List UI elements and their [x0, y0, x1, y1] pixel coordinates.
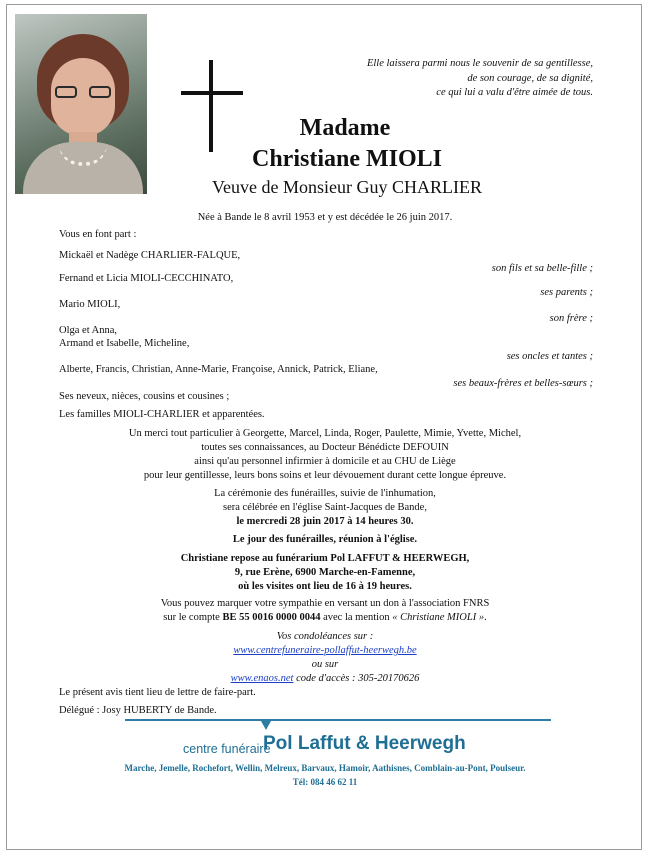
family-names: Fernand et Licia MIOLI-CECCHINATO, — [59, 273, 234, 284]
ceremony-date: le mercredi 28 juin 2017 à 14 heures 30. — [236, 516, 414, 527]
thanks-line: Un merci tout particulier à Georgette, Marcel, Linda, Roger, Paulette, Mimie, Yvette, Michel, — [128, 428, 522, 439]
logo-name: Pol Laffut & Heerwegh — [263, 733, 466, 754]
access-code: code d'accès : 305-20170626 — [293, 673, 420, 684]
family-names: Armand et Isabelle, Micheline, — [59, 338, 190, 349]
condolences-or: ou sur — [311, 659, 339, 670]
divider-arrow-icon — [261, 721, 271, 730]
family-relation: ses oncles et tantes ; — [506, 351, 593, 362]
family-names: Alberte, Francis, Christian, Anne-Marie, Françoise, Annick, Patrick, Eliane, — [59, 364, 378, 375]
obituary-card — [6, 4, 642, 850]
thanks-line: pour leur gentillesse, leurs bons soins et leur dévouement durant cette longue épreuve. — [143, 470, 507, 481]
family-line: Les familles MIOLI-CHARLIER et apparentées. — [59, 409, 265, 420]
family-relation: ses parents ; — [540, 287, 593, 298]
cross-icon — [181, 60, 243, 152]
portrait-photo — [15, 14, 147, 194]
reunion-line: Le jour des funérailles, réunion à l'église. — [232, 534, 418, 545]
ceremony-line: sera célébrée en l'église Saint-Jacques de Bande, — [223, 502, 427, 513]
donation-line: sur le compte BE 55 0016 0000 0044 avec la mention « Christiane MIOLI ». — [163, 612, 487, 623]
notice-line: Le présent avis tient lieu de lettre de faire-part. — [59, 687, 256, 698]
family-relation: son frère ; — [549, 313, 593, 324]
condolences-link-funeral-home[interactable]: www.centrefuneraire-pollaffut-heerwegh.be — [233, 645, 417, 656]
donation-block — [7, 597, 643, 625]
family-names: Olga et Anna, — [59, 325, 118, 336]
intro-text: Vous en font part : — [59, 229, 137, 240]
title-madame: Madame — [299, 115, 391, 141]
ceremony-line: La cérémonie des funérailles, suivie de l'inhumation, — [214, 488, 436, 499]
family-line: Ses neveux, nièces, cousins et cousines ; — [59, 391, 230, 402]
funerarium-line: où les visites ont lieu de 16 à 19 heures. — [238, 581, 412, 592]
funerarium-line: Christiane repose au funérarium Pol LAFFUT & HEERWEGH, — [180, 553, 470, 564]
family-names: Mario MIOLI, — [59, 299, 121, 310]
logo-towns: Marche, Jemelle, Rochefort, Wellin, Melreux, Barvaux, Hamoir, Aathisnes, Comblain-au-Pont, Poulseur. — [124, 763, 526, 773]
thanks-line: ainsi qu'au personnel infirmier à domicile et au CHU de Liège — [194, 456, 456, 467]
divider — [125, 719, 551, 721]
condolences-link-enaos[interactable]: www.enaos.net — [230, 673, 294, 684]
logo-subtitle: centre funéraire — [183, 742, 271, 756]
logo-phone: Tél: 084 46 62 11 — [292, 777, 358, 787]
thanks-block — [7, 427, 643, 483]
quote-line: de son courage, de sa dignité, — [467, 72, 593, 84]
family-names: Mickaël et Nadège CHARLIER-FALQUE, — [59, 250, 241, 261]
epitaph-quote — [293, 57, 593, 101]
family-relation: ses beaux-frères et belles-sœurs ; — [453, 378, 593, 389]
quote-line: ce qui lui a valu d'être aimée de tous. — [436, 87, 593, 98]
quote-line: Elle laissera parmi nous le souvenir de sa gentillesse, — [366, 58, 593, 69]
funerarium-block — [7, 552, 643, 594]
funerarium-line: 9, rue Erène, 6900 Marche-en-Famenne, — [234, 567, 416, 578]
widow-line: Veuve de Monsieur Guy CHARLIER — [212, 177, 482, 197]
donation-line: Vous pouvez marquer votre sympathie en versant un don à l'association FNRS — [160, 598, 490, 609]
thanks-line: toutes ses connaissances, au Docteur Bénédicte DEFOUIN — [201, 442, 449, 453]
donation-mention: « Christiane MIOLI » — [392, 612, 485, 623]
ceremony-block — [7, 487, 643, 529]
condolences-block — [7, 630, 643, 686]
family-relation: son fils et sa belle-fille ; — [491, 263, 593, 274]
bank-account: BE 55 0016 0000 0044 — [222, 612, 321, 623]
deceased-name: Christiane MIOLI — [251, 146, 442, 172]
condolences-label: Vos condoléances sur : — [276, 631, 374, 642]
birth-death-line: Née à Bande le 8 avril 1953 et y est décédée le 26 juin 2017. — [197, 212, 453, 223]
delegate-line: Délégué : Josy HUBERTY de Bande. — [59, 705, 217, 716]
